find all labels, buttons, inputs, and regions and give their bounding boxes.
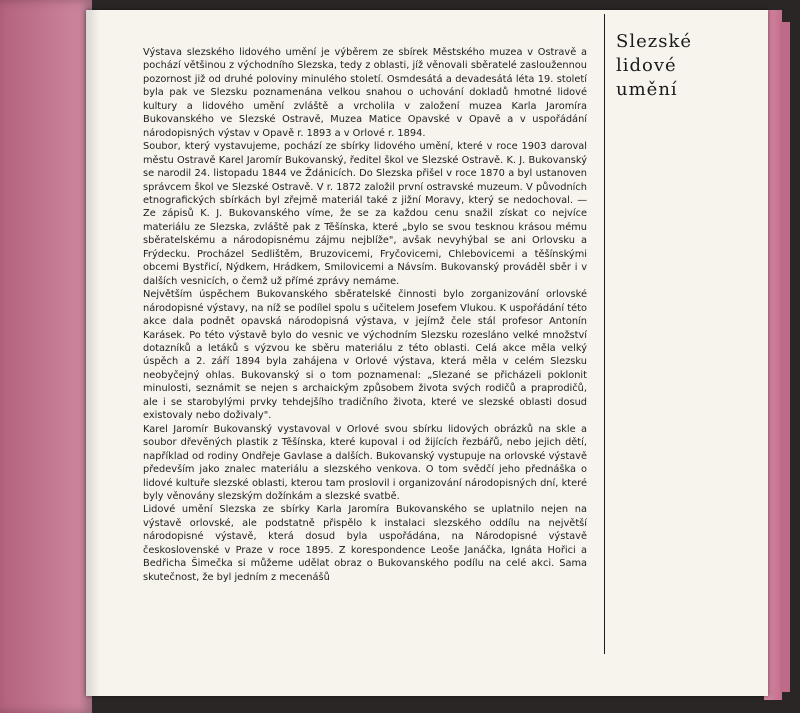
paragraph: Soubor, který vystavujeme, pochází ze sbírky lidového umění, které v roce 1903 daroval městu Ostravě Karel Jaromír Bukovanský, ředitel škol ve Slezské Ostravě. K. J. Bukovanský se narodil 24. listopadu 1844 ve Ždánicích. Do Slezska přišel v roce 1870 a byl ustanoven správcem škol ve Slezské Ostravě. V r. 1872 založil první ostravské muzeum. V původních etnografických sbírkách byl zřejmě materiál také z jižní Moravy, který se nedochoval. — Ze zápisů K. J. Bukovanského víme, že se za každou cenu snažil získat co nejvíce materiálu ze Slezska, zvláště pak z Těšínska, které „bylo se svou tesknou krásou mému sběratelskému a národopisnému zájmu nejblíže", avšak nevyhýbal se ani Orlovsku a Frýdecku. Procházel Sedlištěm, Bruzovicemi, Fryčovicemi, Chlebovicemi a těšínskými obcemi Bystřicí, Nýdkem, Hrádkem, Smilovicemi a Návsím. Bukovanský prováděl sběr i v dalších vesnicích, o čemž už přímé zprávy nemáme.	[143, 141, 587, 287]
side-title-line-2: lidové	[616, 55, 677, 76]
side-title-line-1: Slezské	[616, 31, 693, 52]
page-gutter-shadow	[86, 10, 100, 696]
paragraph: Lidové umění Slezska ze sbírky Karla Jaromíra Bukovanského se uplatnilo nejen na výstavě orlovské, ale podstatně přispělo k instalaci slezského oddílu na největší národopisné výstavě, která dosud byla uspořádána, na Národopisné výstavě československé v Praze v roce 1895. Z korespondence Leoše Janáčka, Ignáta Hořici a Bedřicha Šimečka si můžeme udělat obraz o Bukovanského podílu na celé akci. Sama skutečnost, že byl jedním z mecenášů	[143, 504, 587, 583]
pink-right-cover-edge-outer	[780, 22, 790, 692]
side-title-line-3: umění	[616, 79, 678, 100]
article-body	[143, 46, 587, 584]
paragraph: Karel Jaromír Bukovanský vystavoval v Orlové svou sbírku lidových obrázků na skle a soubor dřevěných plastik z Těšínska, které kupoval i od žijících řezbářů, nebo jejich dětí, například od rodiny Ondřeje Gavlase a dalších. Bukovanský vystupuje na orlovské výstavě především jako znalec materiálu a slezského venkova. O tom svědčí jeho přednáška o lidové kultuře slezské oblasti, kterou tam proslovil i organizování národopisných dní, které byly věnovány slezským dožínkám a slezské svatbě.	[143, 423, 587, 502]
pink-back-cover	[0, 0, 92, 713]
paragraph: Největším úspěchem Bukovanského sběratelské činnosti bylo zorganizování orlovské národopisné výstavy, na níž se podílel spolu s učitelem Josefem Vlukou. K uspořádání této akce dala podnět opavská národopisná výstava, v jejímž čele stál profesor Antonín Karásek. Po této výstavě bylo do vesnic ve východním Slezsku rozesláno velké množství dotazníků a letáků s výzvou ke sběru materiálu z této oblasti. Celá akce měla velký úspěch a 2. září 1894 byla zahájena v Orlové výstava, která měla v celém Slezsku neobyčejný ohlas. Bukovanský si o tom poznamenal: „Slezané se přicházeli poklonit minulosti, seznámit se nejen s archaickým způsobem života svých rodičů a praprodičů, ale i se starobylými prvky tehdejšího tradičního života, které ve slezské oblasti dosud existovaly nebo doživaly".	[143, 289, 587, 422]
side-title	[616, 30, 756, 102]
paragraph: Výstava slezského lidového umění je výběrem ze sbírek Městského muzea v Ostravě a pochází většinou z východního Slezska, tedy z oblasti, jíž věnovali sběratelé zasloužennou pozornost již od druhé poloviny minulého století. Osmdesátá a devadesátá léta 19. století byla pak ve Slezsku poznamenána velkou snahou o uchování dokladů hmotné lidové kultury a lidového umění zvláště a vrcholila v založení muzea Karla Jaromíra Bukovanského ve Slezské Ostravě, Muzea Matice Opavské v Opavě a v uspořádání národopisných výstav v Opavě r. 1893 a v Orlové r. 1894.	[143, 47, 587, 139]
vertical-divider-line	[604, 14, 605, 654]
